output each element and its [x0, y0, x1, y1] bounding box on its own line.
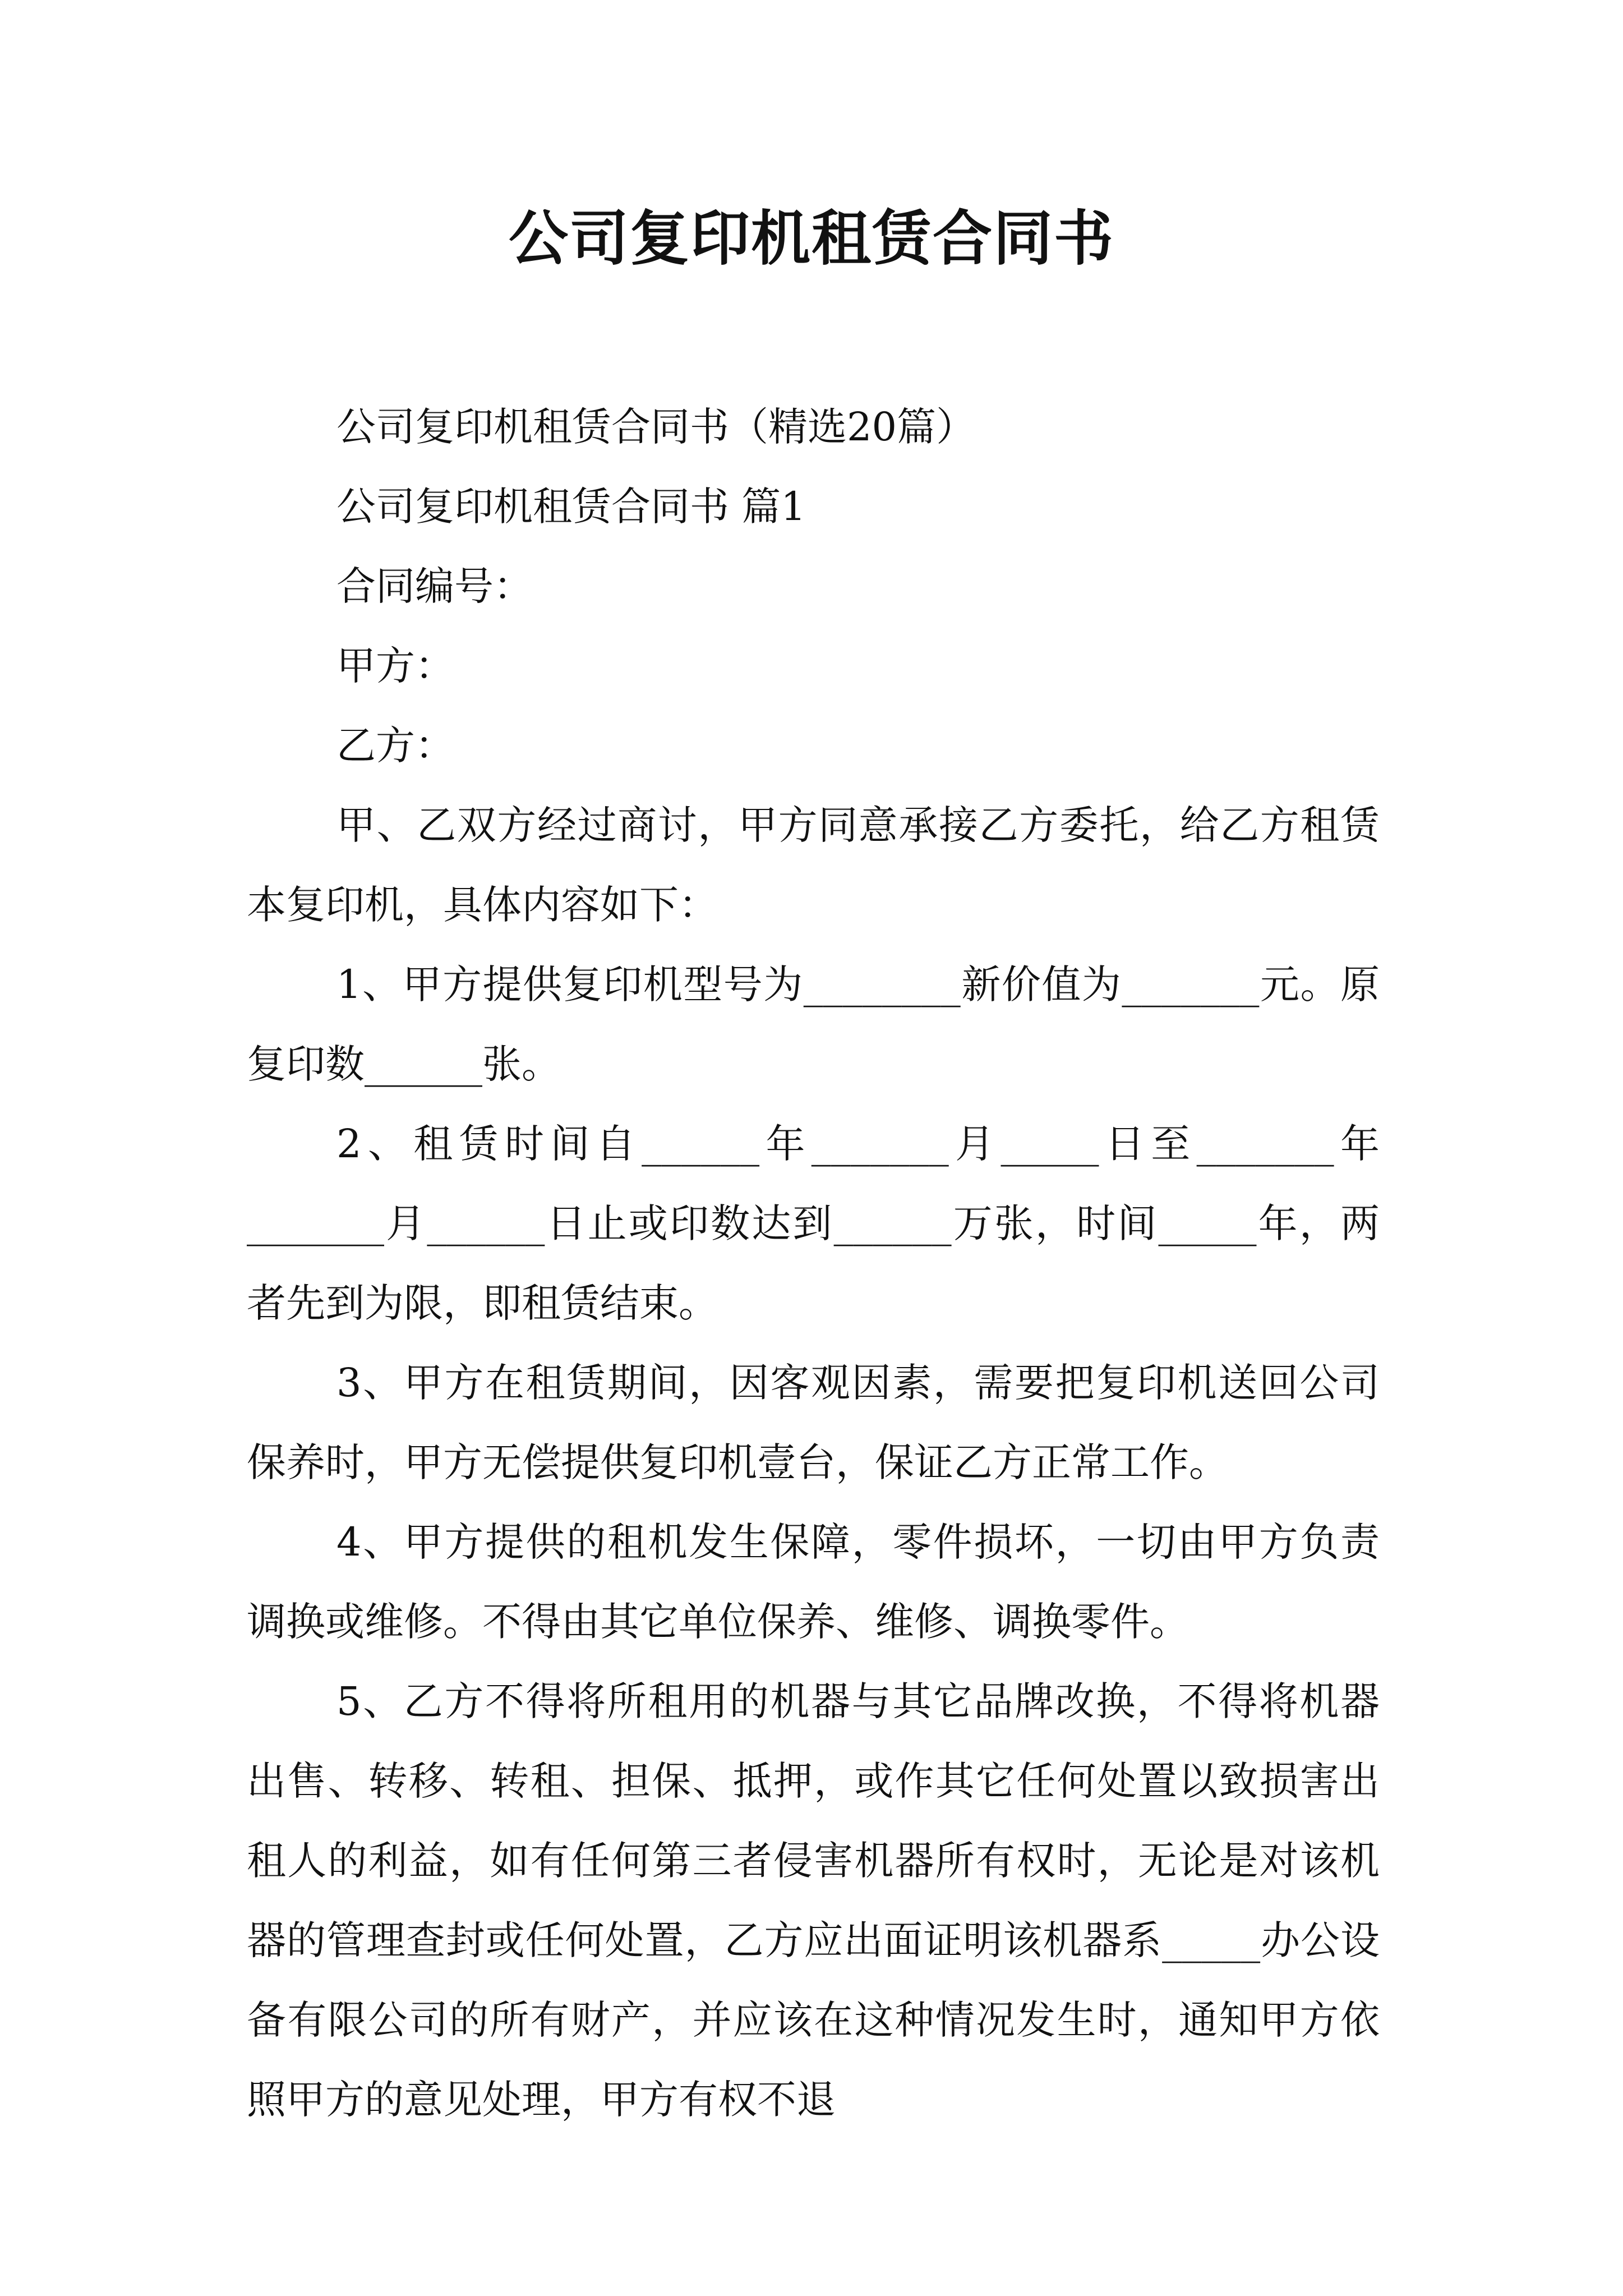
document-subtitle: 公司复印机租赁合同书（精选20篇）	[336, 404, 976, 450]
paragraph-clause-1: 1、甲方提供复印机型号为________新价值为_______元。原复印数______张。	[247, 961, 1380, 1087]
document-body	[247, 387, 1380, 2139]
party-b-label: 乙方：	[336, 723, 454, 769]
paragraph-intro: 甲、乙双方经过商讨，甲方同意承接乙方委托，给乙方租赁本复印机，具体内容如下：	[247, 802, 1380, 928]
paragraph-clause-3: 3、甲方在租赁期间，因客观因素，需要把复印机送回公司保养时，甲方无偿提供复印机壹台，保证乙方正常工作。	[247, 1360, 1380, 1485]
contract-number-label: 合同编号：	[336, 563, 533, 609]
paragraph-clause-5: 5、乙方不得将所租用的机器与其它品牌改换，不得将机器出售、转移、转租、担保、抵押，或作其它任何处置以致损害出租人的利益，如有任何第三者侵害机器所有权时，无论是对该机器的管理查封或任何处置，乙方应出面证明该机器系_____办公设备有限公司的所有财产，并应该在这种情况发生时，通知甲方依照甲方的意见处理，甲方有权不退	[247, 1678, 1380, 2123]
party-a-label: 甲方：	[336, 643, 454, 689]
paragraph-clause-4: 4、甲方提供的租机发生保障，零件损坏，一切由甲方负责调换或维修。不得由其它单位保养、维修、调换零件。	[247, 1519, 1380, 1645]
paragraph-clause-2: 2、租赁时间自______年_______月_____日至_______年_______月______日止或印数达到______万张，时间_____年，两者先到为限，即租赁结束。	[247, 1121, 1380, 1326]
document-title: 公司复印机租赁合同书	[509, 203, 1114, 273]
section-heading: 公司复印机租赁合同书 篇1	[336, 484, 806, 530]
